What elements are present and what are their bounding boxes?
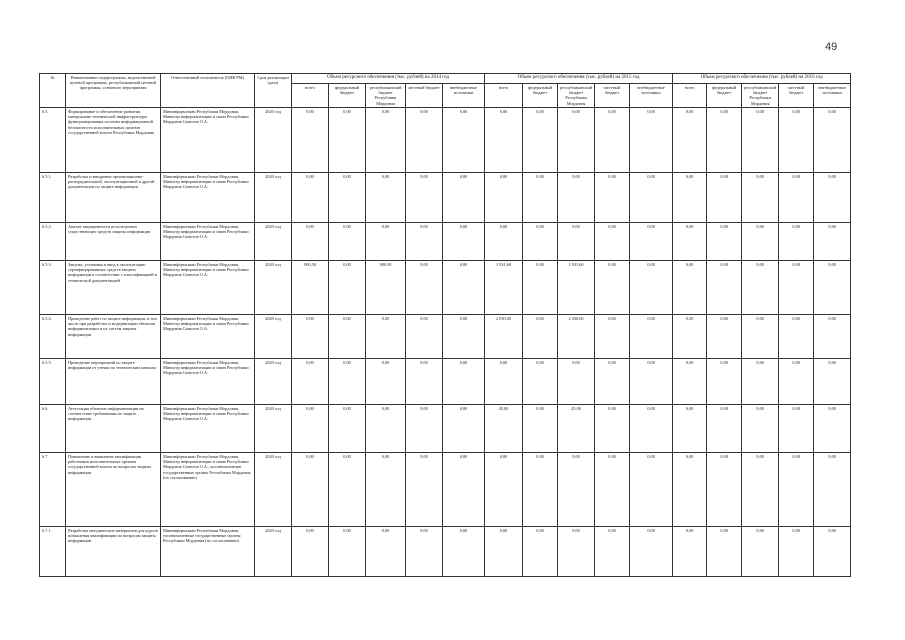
value-cell: 0,00 <box>329 261 366 315</box>
value-cell: 0,00 <box>558 453 595 527</box>
value-cell: 0,00 <box>707 173 742 223</box>
row-number: 6.7.1. <box>40 527 66 577</box>
row-responsible: Мининформсвязи Республики Мордовия, Министр информатизации и связи Республики Мордовия Самолов О.А. <box>161 173 255 223</box>
header-group-2016: Объем ресурсного обеспечения (тыс. рублей) на 2016 год <box>673 74 851 84</box>
subheader-cell: федеральный бюджет <box>523 84 558 108</box>
subheader-cell: республиканский бюджет Республики Мордовия <box>366 84 406 108</box>
value-cell: 0,00 <box>523 527 558 577</box>
value-cell: 0,00 <box>523 223 558 261</box>
row-responsible: Мининформсвязи Республики Мордовия, Министр информатизации и связи Республики Мордовия Самолов О.А. <box>161 108 255 173</box>
value-cell: 0,00 <box>630 359 673 405</box>
value-cell: 0,00 <box>406 315 443 359</box>
row-number: 6.5.4. <box>40 315 66 359</box>
value-cell: 0,00 <box>406 527 443 577</box>
value-cell: 0,00 <box>779 108 814 173</box>
value-cell: 0,00 <box>329 405 366 453</box>
subheader-cell: федеральный бюджет <box>329 84 366 108</box>
row-term: 2020 год <box>255 527 292 577</box>
value-cell: 0,00 <box>814 453 851 527</box>
value-cell: 0,00 <box>558 108 595 173</box>
value-cell: 0,00 <box>329 223 366 261</box>
value-cell: 0,00 <box>742 359 779 405</box>
value-cell: 0,00 <box>485 453 523 527</box>
value-cell: 0,00 <box>292 173 329 223</box>
value-cell: 0,00 <box>707 453 742 527</box>
subheader-cell: федеральный бюджет <box>707 84 742 108</box>
value-cell: 0,00 <box>814 405 851 453</box>
table-row <box>40 173 851 223</box>
row-term: 2020 год <box>255 173 292 223</box>
value-cell: 0,00 <box>814 108 851 173</box>
value-cell: 0,00 <box>673 359 707 405</box>
row-number: 6.5.2. <box>40 223 66 261</box>
row-responsible: Мининформсвязи Республики Мордовия, Министр информатизации и связи Республики Мордовия Самолов О.А. <box>161 405 255 453</box>
subheader-cell: всего <box>673 84 707 108</box>
value-cell: 0,00 <box>630 527 673 577</box>
table-row <box>40 108 851 173</box>
value-cell: 0,00 <box>443 527 485 577</box>
table-body <box>40 108 851 577</box>
value-cell: 0,00 <box>707 261 742 315</box>
value-cell: 0,00 <box>814 261 851 315</box>
value-cell: 0,00 <box>366 527 406 577</box>
row-term: 2020 год <box>255 108 292 173</box>
value-cell: 0,00 <box>523 173 558 223</box>
row-term: 2020 год <box>255 359 292 405</box>
value-cell: 0,00 <box>523 108 558 173</box>
resource-table <box>39 73 851 577</box>
value-cell: 0,00 <box>742 405 779 453</box>
value-cell: 0,00 <box>707 223 742 261</box>
value-cell: 0,00 <box>292 405 329 453</box>
value-cell: 0,00 <box>779 223 814 261</box>
value-cell: 900,50 <box>292 261 329 315</box>
value-cell: 0,00 <box>630 223 673 261</box>
value-cell: 0,00 <box>814 315 851 359</box>
value-cell: 1 931,60 <box>558 261 595 315</box>
row-term: 2020 год <box>255 453 292 527</box>
value-cell: 0,00 <box>406 405 443 453</box>
value-cell: 0,00 <box>707 359 742 405</box>
row-term: 2020 год <box>255 223 292 261</box>
value-cell: 0,00 <box>443 359 485 405</box>
value-cell: 0,00 <box>366 315 406 359</box>
value-cell: 0,00 <box>595 453 630 527</box>
subheader-cell: внебюджетные источники <box>443 84 485 108</box>
value-cell: 0,00 <box>742 261 779 315</box>
value-cell: 0,00 <box>673 453 707 527</box>
value-cell: 0,00 <box>595 405 630 453</box>
row-responsible: Мининформсвязи Республики Мордовия, Министр информатизации и связи Республики Мордовия Самолов О.А. <box>161 261 255 315</box>
value-cell: 0,00 <box>443 173 485 223</box>
value-cell: 0,00 <box>779 359 814 405</box>
value-cell: 0,00 <box>366 359 406 405</box>
value-cell: 0,00 <box>485 359 523 405</box>
value-cell: 0,00 <box>329 453 366 527</box>
value-cell: 0,00 <box>558 173 595 223</box>
value-cell: 0,00 <box>558 223 595 261</box>
header-group-2014: Объем ресурсного обеспечения (тыс. рублей) на 2014 год <box>292 74 485 84</box>
value-cell: 0,00 <box>673 405 707 453</box>
subheader-cell: местный бюджет <box>595 84 630 108</box>
value-cell: 0,00 <box>443 405 485 453</box>
row-name: Повышение и выявление квалификации работников исполнительных органов государственной власти по вопросам защиты информации <box>66 453 161 527</box>
row-responsible: Мининформсвязи Республики Мордовия, уполномоченные государственные органы Республики Мордовия (по согласованию) <box>161 527 255 577</box>
table-row <box>40 261 851 315</box>
row-number: 6.5.5. <box>40 359 66 405</box>
value-cell: 0,00 <box>630 173 673 223</box>
value-cell: 45,00 <box>485 405 523 453</box>
value-cell: 0,00 <box>595 359 630 405</box>
value-cell: 0,00 <box>779 405 814 453</box>
value-cell: 0,00 <box>742 315 779 359</box>
value-cell: 0,00 <box>630 108 673 173</box>
row-term: 2020 год <box>255 405 292 453</box>
subheader-cell: республиканский бюджет Республики Мордовия <box>558 84 595 108</box>
row-name: Проведение мероприятий по защите информации от утечки по техническим каналам <box>66 359 161 405</box>
subheader-cell: внебюджетные источники <box>814 84 851 108</box>
value-cell: 0,00 <box>673 223 707 261</box>
value-cell: 0,00 <box>595 223 630 261</box>
row-number: 6.5. <box>40 108 66 173</box>
subheader-cell: внебюджетные источники <box>630 84 673 108</box>
value-cell: 0,00 <box>707 405 742 453</box>
value-cell: 0,00 <box>742 453 779 527</box>
value-cell: 0,00 <box>814 527 851 577</box>
value-cell: 0,00 <box>779 261 814 315</box>
value-cell: 0,00 <box>485 527 523 577</box>
row-number: 6.7. <box>40 453 66 527</box>
value-cell: 0,00 <box>742 223 779 261</box>
value-cell: 0,00 <box>485 108 523 173</box>
value-cell: 0,00 <box>443 315 485 359</box>
row-number: 6.5.1. <box>40 173 66 223</box>
subheader-cell: местный бюджет <box>406 84 443 108</box>
value-cell: 0,00 <box>707 108 742 173</box>
value-cell: 0,00 <box>673 527 707 577</box>
value-cell: 0,00 <box>779 453 814 527</box>
value-cell: 0,00 <box>329 173 366 223</box>
value-cell: 0,00 <box>292 315 329 359</box>
value-cell: 0,00 <box>366 173 406 223</box>
value-cell: 0,00 <box>630 453 673 527</box>
value-cell: 0,00 <box>707 315 742 359</box>
subheader-cell: всего <box>485 84 523 108</box>
value-cell: 0,00 <box>673 108 707 173</box>
value-cell: 0,00 <box>630 261 673 315</box>
value-cell: 0,00 <box>673 315 707 359</box>
row-responsible: Мининформсвязи Республики Мордовия, Министр информатизации и связи Республики Мордовия Самолов О.А. <box>161 315 255 359</box>
value-cell: 0,00 <box>523 261 558 315</box>
value-cell: 0,00 <box>443 453 485 527</box>
value-cell: 1 931,60 <box>485 261 523 315</box>
value-cell: 0,00 <box>523 315 558 359</box>
value-cell: 0,00 <box>443 261 485 315</box>
table-row <box>40 527 851 577</box>
row-name: Аттестация объектов информатизации на соответствие требованиям по защите информации <box>66 405 161 453</box>
header-num: № <box>40 74 66 108</box>
value-cell: 0,00 <box>558 359 595 405</box>
table-row <box>40 223 851 261</box>
row-term: 2020 год <box>255 315 292 359</box>
value-cell: 0,00 <box>443 223 485 261</box>
table-row <box>40 405 851 453</box>
value-cell: 900,50 <box>366 261 406 315</box>
value-cell: 0,00 <box>406 223 443 261</box>
value-cell: 0,00 <box>406 359 443 405</box>
value-cell: 0,00 <box>595 261 630 315</box>
row-name: Формирование и обеспечение развития материально-технической инфраструктуры функционирования системы информационной безопасности исполнительных органов государственной власти Республики Мордовия <box>66 108 161 173</box>
row-name: Закупка, установка и ввод в эксплуатацию сертифицированных средств защиты информации в соответствии с классификацией и технической документацией <box>66 261 161 315</box>
subheader-cell: республиканский бюджет Республики Мордовия <box>742 84 779 108</box>
value-cell: 45,00 <box>558 405 595 453</box>
value-cell: 0,00 <box>292 527 329 577</box>
value-cell: 0,00 <box>292 223 329 261</box>
value-cell: 2 030,00 <box>485 315 523 359</box>
value-cell: 0,00 <box>523 453 558 527</box>
value-cell: 0,00 <box>742 108 779 173</box>
value-cell: 0,00 <box>366 223 406 261</box>
value-cell: 0,00 <box>779 173 814 223</box>
value-cell: 0,00 <box>329 527 366 577</box>
value-cell: 0,00 <box>595 108 630 173</box>
subheader-cell: всего <box>292 84 329 108</box>
row-responsible: Мининформсвязи Республики Мордовия, Министр информатизации и связи Республики Мордовия Самолов О.А. <box>161 359 255 405</box>
value-cell: 0,00 <box>329 315 366 359</box>
value-cell: 0,00 <box>292 108 329 173</box>
table-row <box>40 315 851 359</box>
value-cell: 0,00 <box>443 108 485 173</box>
header-group-2015: Объем ресурсного обеспечения (тыс. рублей) на 2015 год <box>485 74 673 84</box>
value-cell: 0,00 <box>292 453 329 527</box>
subheader-cell: местный бюджет <box>779 84 814 108</box>
value-cell: 0,00 <box>742 173 779 223</box>
page-number: 49 <box>825 41 838 53</box>
row-responsible: Мининформсвязи Республики Мордовия, Министр информатизации и связи Республики Мордовия Самолов О.А., уполномоченные государственные органы Республики Мордовия (по согласованию) <box>161 453 255 527</box>
header-term: Срок реализации (дата) <box>255 74 292 108</box>
value-cell: 0,00 <box>779 527 814 577</box>
value-cell: 0,00 <box>673 261 707 315</box>
value-cell: 0,00 <box>406 173 443 223</box>
value-cell: 0,00 <box>485 223 523 261</box>
row-responsible: Мининформсвязи Республики Мордовия, Министр информатизации и связи Республики Мордовия Самолов О.А. <box>161 223 255 261</box>
header-name: Наименование подпрограммы, ведомственной целевой программы, республиканской целевой программы, основного мероприятия <box>66 74 161 108</box>
value-cell: 0,00 <box>558 527 595 577</box>
row-name: Разработка и внедрение организационно-распорядительной, эксплуатационной и другой документации по защите информации <box>66 173 161 223</box>
value-cell: 0,00 <box>329 108 366 173</box>
value-cell: 0,00 <box>292 359 329 405</box>
value-cell: 0,00 <box>814 359 851 405</box>
value-cell: 0,00 <box>523 405 558 453</box>
table-row <box>40 453 851 527</box>
value-cell: 0,00 <box>707 527 742 577</box>
row-number: 6.6. <box>40 405 66 453</box>
value-cell: 0,00 <box>406 261 443 315</box>
value-cell: 0,00 <box>523 359 558 405</box>
value-cell: 0,00 <box>630 405 673 453</box>
value-cell: 0,00 <box>406 453 443 527</box>
value-cell: 0,00 <box>742 527 779 577</box>
value-cell: 0,00 <box>779 315 814 359</box>
value-cell: 0,00 <box>814 223 851 261</box>
value-cell: 0,00 <box>630 315 673 359</box>
value-cell: 0,00 <box>366 453 406 527</box>
value-cell: 0,00 <box>595 315 630 359</box>
value-cell: 0,00 <box>485 173 523 223</box>
row-number: 6.5.3. <box>40 261 66 315</box>
header-responsible: Ответственный исполнитель (ОИВ РМ) <box>161 74 255 108</box>
row-name: Анализ защищенности используемых существующих средств защиты информации <box>66 223 161 261</box>
row-name: Проведение работ по защите информации, в том числе при разработке и модернизации объектов информатизации и их систем защиты информации <box>66 315 161 359</box>
row-term: 2020 год <box>255 261 292 315</box>
value-cell: 0,00 <box>366 108 406 173</box>
value-cell: 0,00 <box>406 108 443 173</box>
value-cell: 0,00 <box>595 527 630 577</box>
value-cell: 0,00 <box>366 405 406 453</box>
value-cell: 0,00 <box>329 359 366 405</box>
value-cell: 0,00 <box>595 173 630 223</box>
table-row <box>40 359 851 405</box>
row-name: Разработка методических материалов для курсов повышения квалификации по вопросам защиты информации <box>66 527 161 577</box>
value-cell: 0,00 <box>673 173 707 223</box>
value-cell: 2 030,00 <box>558 315 595 359</box>
value-cell: 0,00 <box>814 173 851 223</box>
